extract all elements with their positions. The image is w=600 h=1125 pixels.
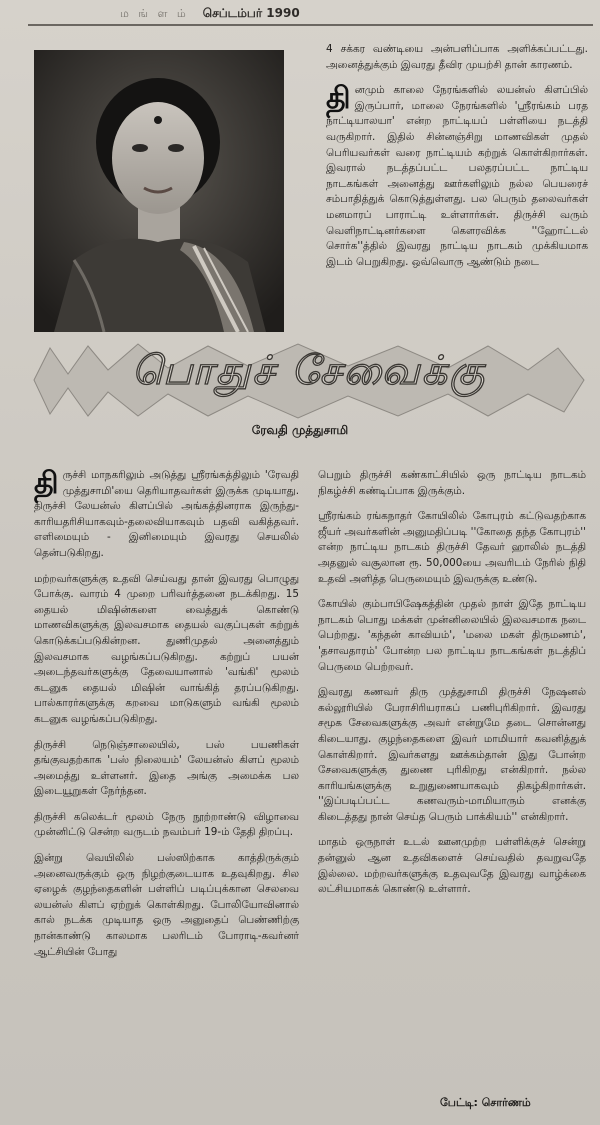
paragraph: 4 சக்கர வண்டியை அன்பளிப்பாக அளிக்கப்பட்டது. அனைத்துக்கும் இவரது தீவிர முயற்சி தான் காரணம். (326, 43, 588, 71)
paragraph-text: ருச்சி மாநகரிலும் அடுத்து ஸ்ரீரங்கத்திலும் 'ரேவதி முத்துசாமி'யை தெரியாதவர்கள் இருக்க முடியாது. திருச்சி லேயன்ஸ் கிளப்பில் அங்கத்தினராக இருந்து-காரியதரிசியாகவும்-தலைவியாகவும் பதவி வகித்தவர். எளிமையும் - இனிமையும் இவரது செயலில் தென்படுகிறது. (34, 469, 299, 559)
paragraph: மற்றவர்களுக்கு உதவி செய்வது தான் இவரது பொழுது போக்கு. வாரம் 4 முறை பரிவர்த்தனை நடக்கிறது. 15 தையல் மிஷின்களை வைத்துக் கொண்டு மாணவிகளுக்கு இலவசமாக தையல் வகுப்புகள் கற்றுக் கொடுக்கப்படுகின்றன. துணிமுதல் அனைத்தும் இலவசமாக வழங்கப்படுகிறது. கற்றுப் பயன் அடைந்தவர்களுக்கு தேவையானால் 'வங்கி' மூலம் கடனுக தையல் மிஷின் வாங்கித் தரப்படுகிறது. பால்காரர்களுக்கு கறவை மாடுகளும் வங்கி மூலம் கடனுக வழங்கப்படுகிறது. (34, 572, 299, 725)
paragraph: இவரது கணவர் திரு முத்துசாமி திருச்சி நேஷனல் கல்லூரியில் பேராசிரியராகப் பணிபுரிகிறார். இவரது சமூக சேவைகளுக்கு அவர் என்றுமே தடை சொன்னது கிடையாது. குழந்தைகளை இவர் மாமியார் கவனித்துக் கொள்கிறார். இவர்களது ஊக்கம்தான் இது போன்ற சேவைகளுக்கு துணை புரிகிறது என்கிறார். நல்ல காரியங்களுக்கு உறுதுணையாகவும் திகழ்கிறார்கள். ''இப்படிப்பட்ட கணவரும்-மாமியாரும் எனக்கு கிடைத்தது நான் செய்த பெரும் பாக்கியம்'' என்கிறார். (318, 686, 586, 823)
top-right-column (326, 42, 588, 280)
magazine-name: ம ங் ள ம் (120, 6, 189, 20)
paragraph: திருச்சி கலெக்டர் மூலம் நேரு நூற்றாண்டு விழாவை முன்னிட்டு சென்ற வருடம் நவம்பர் 19-ம் தேதி திறப்பு. (34, 810, 299, 839)
paragraph-text: னமும் காலை நேரங்களில் லயன்ஸ் கிளப்பில் இருப்பார், மாலை நேரங்களில் 'ஸ்ரீரங்கம் பரத நாட்டியாலயா' என்ற நாட்டியப் பள்ளியை நடத்தி வருகிறார். இதில் சின்னஞ்சிறு மாணவிகள் முதல் பெரியவர்கள் வரை நாட்டியம் கற்றுக் கொள்கிறார்கள். இவரால் நடத்தப்பட்ட பலதரப்பட்ட நாட்டிய நாடகங்கள் அனைத்து ஊர்களிலும் நல்ல பெயரைச் சம்பாதித்துக் கொடுத்துள்ளது. பல பெரும் தலைவர்கள் மனமாரப் பாராட்டி உள்ளார்கள். திருச்சி வரும் வெளிநாட்டினர்களை கௌரவிக்க ''ஹோட்டல் சொர்க''த்தில் இவரது நாட்டிய நாடகம் முக்கியமாக இடம் பெறுகிறது. ஒவ்வொரு ஆண்டும் நடை (326, 84, 588, 268)
issue-date: செப்டம்பர் 1990 (202, 6, 300, 20)
paragraph: பெறும் திருச்சி கண்காட்சியில் ஒரு நாட்டிய நாடகம் நிகழ்ச்சி கண்டிப்பாக இருக்கும். (318, 469, 586, 497)
paragraph: மாதம் ஒருநாள் உடல் ஊனமுற்ற பள்ளிக்குச் சென்று தன்னுல் ஆன உதவிகளைச் செய்வதில் தவறுவதே இல்லை. மற்றவர்களுக்கு உதவுவதே இவரது வாழ்க்கை லட்சியமாகக் கொண்டு உள்ளார். (318, 836, 586, 896)
left-column (34, 468, 299, 970)
portrait-photo (34, 50, 284, 332)
dropcap: தி (326, 81, 351, 117)
masthead (120, 4, 590, 24)
headline: பொதுச் சேவைக்கு (131, 348, 487, 394)
right-column (318, 468, 586, 908)
paragraph: கோயில் கும்பாபிஷேகத்தின் முதல் நாள் இதே நாட்டிய நாடகம் பொது மக்கள் முன்னிலையில் இலவசமாக நடை பெற்றது. 'கந்தன் காவியம்', 'மலை மகள் திருமணம்', 'தசாவதாரம்' போன்ற பல நாட்டிய நாடகங்கள் நடத்திப் பெருமை பெற்றவர். (318, 598, 586, 673)
dropcap: தி (34, 466, 59, 501)
paragraph-with-dropcap (34, 468, 299, 562)
paragraph: ஸ்ரீரங்கம் ரங்கநாதர் கோயிலில் கோபுரம் கட்டுவதற்காக ஜீயர் அவர்களின் அனுமதிப்படி ''கோதை தந்த கோபுரம்'' என்ற நாட்டிய நாடகம் திருச்சி தேவர் ஹாலில் நடத்தி அதனுல் வசூலான ரூ. 50,000யை அவரிடம் நேரில் நிதி உதவி அளித்த பெருமையும் இவருக்கு உண்டு. (318, 510, 586, 585)
paragraph: இன்று வெயிலில் பஸ்ஸிற்காக காத்திருக்கும் அனைவருக்கும் ஒரு நிழற்குடையாக உதவுகிறது. சில ஏழைக் குழந்தைகளின் பள்ளிப் படிப்புக்கான செலவை லயன்ஸ் கிளப் ஏற்றுக் கொள்கிறது. போலியோவினால் கால் நடக்க முடியாத ஒரு அனுதைப் பெண்ணிற்கு நான்காண்டு காலமாக பலரிடம் போராடி-கவர்னர் ஆட்சியின் போது (34, 852, 299, 958)
paragraph: திருச்சி நெடுஞ்சாலையில், பஸ் பயணிகள் தங்குவதற்காக 'பஸ் நிலையம்' லேயன்ஸ் கிளப் மூலம் அமைத்து உள்ளனர். இதை அங்கு அமைக்க பல இடையூறுகள் நேர்ந்தன. (34, 738, 299, 798)
header-rule (28, 24, 593, 26)
interview-credit: பேட்டி: சொர்ணம் (440, 1096, 531, 1109)
byline: ரேவதி முத்துசாமி (251, 423, 349, 437)
headline-band (28, 340, 590, 420)
paragraph-with-dropcap (326, 83, 588, 270)
